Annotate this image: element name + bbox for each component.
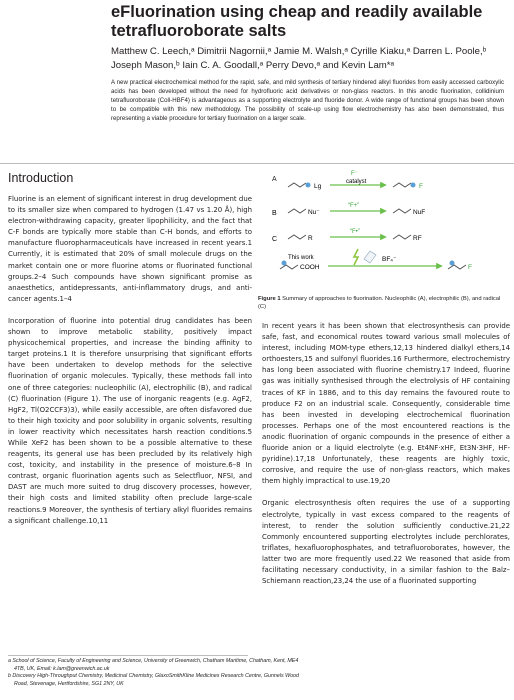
abstract: A new practical electrochemical method for the rapid, safe, and mild synthesis of tertiary hindered alkyl fluorides from easily accessed carboxylic acids has been developed without the need for hydrofluoric acid derivatives or non-glass reactors. In this anodic fluorination, collidinium tetrafluoroborate (Coll-HBF4) is advantageous as a supporting electrolyte and fluoride donor. A wide range of functional groups has been shown to be compatible with this new methodology. The possibility of scale-up using flow electrochemistry has also been demonstrated, thus representing a viable procedure for tertiary fluorination on a larger scale. (111, 79, 504, 123)
chain-product-icon (448, 265, 466, 269)
footnote-a: a School of Science, Faculty of Engineering and Science, University of Greenwich, Chatham Maritime, Chatham, Kent, ME4 4TB, UK, Email: k.lam@greenwich.ac.uk (8, 658, 299, 672)
chain-c-icon (288, 235, 306, 239)
right-paragraph-1: In recent years it has been shown that electrosynthesis can provide safe, fast, and economical routes toward various small molecules of interest, including MOM-type ethers,12,13 hindered dialkyl ethers,14 orthoesters,15 and sulfonyl fluorides.16 Furthermore, electrochemistry has long been associated with fluorine chemistry.17 Indeed, fluorine gas was initially synthesised through the electrolysis of HF containing traces of KF in 1886, and to this day remains the favoured route to produce F2 on an industrial scale. Consequently, considerable time has been invested in developing electrochemical fluorination processes. Perhaps one of the most encountered reactions is the anodic fluorination of organic compounds in the presence of either a fluoride anion or a liquid electrolyte (e.g. Et4NF·xHF, Et3N·3HF, HF-pyridine).17,18 Unfortunately, these reagents are highly toxic, corrosive, and require the use of non-glass reactors, which makes them highly impractical to use.19,20 (262, 322, 510, 486)
ring-product-icon (450, 261, 455, 266)
row-c-label: C (272, 236, 278, 243)
f-plus-label: “F+” (348, 203, 360, 209)
author-line-2: Joseph Mason,ᵇ Iain C. A. Goodall,ᵃ Perry Devo,ᵃ and Kevin Lam*ᵃ (111, 60, 395, 71)
product-f-a: F (419, 183, 423, 190)
leaving-group-label: Lg (314, 183, 322, 190)
paper-title: eFluorination using cheap and readily available tetrafluoroborate salts (111, 3, 483, 40)
radical-r-label: R (308, 235, 313, 242)
chain-a-icon (288, 183, 306, 187)
collidinium-ring-icon (364, 251, 376, 263)
right-paragraph-2: Organic electrosynthesis often requires the use of a supporting electrolyte, typically in vast excess compared to the reagents of interest, to render the solution sufficiently conductive.21,22 Commonly encountered supporting electrolytes include perchlorates, triflates, hexafluorophosphates, and tetrafluoroborates, however, the latter two are more frequently used.22 We reasoned that aside from facilitating necessary conductivity, in a similar fashion to the Balz–Schiemann reaction,23,24 the use of a fluorinated supporting (262, 499, 510, 586)
caption-label: Figure 1 (258, 296, 281, 302)
left-column (8, 194, 252, 527)
nucleophile-label: Nu⁻ (308, 209, 320, 216)
figure-1-scheme (258, 165, 508, 300)
ring-a-product-icon (411, 183, 416, 188)
row-a-label: A (272, 176, 277, 183)
chain-c-product-icon (393, 235, 411, 239)
footnote-b: b Discovery High-Throughput Chemistry, Medicinal Chemistry, GlaxoSmithKline Medicines Research Centre, Gunnels Wood Road, Stevenage, Hertfordshire, SG1 2NY, UK (8, 673, 299, 687)
affiliation-footnotes (8, 658, 308, 688)
introduction-heading: Introduction (8, 171, 74, 185)
footnote-divider (8, 655, 248, 656)
chain-acid-icon (280, 265, 298, 269)
catalyst-label: catalyst (346, 179, 367, 185)
author-line-1: Matthew C. Leech,ᵃ Dimitrii Nagornii,ᵃ Jamie M. Walsh,ᵃ Cyrille Kiaku,ᵃ Darren L. Poole,ᵇ (111, 46, 487, 57)
ring-acid-icon (282, 261, 287, 266)
row-b-label: B (272, 210, 277, 217)
author-list (111, 45, 506, 73)
electricity-bolt-icon (354, 249, 358, 265)
chain-a-product-icon (393, 183, 411, 187)
this-work-label: This work (288, 255, 314, 261)
product-nuf: NuF (413, 209, 426, 216)
bf4-label: BF₄⁻ (382, 256, 397, 263)
product-rf: RF (413, 235, 422, 242)
f-radical-label: “F•” (350, 229, 360, 235)
intro-paragraph-1: Fluorine is an element of significant interest in drug development due to its smaller size when compared to hydrogen (1.47 vs 1.20 Å), high electron-withdrawing capacity, greater lipophilicity, and the fact that C-F bonds are typically more stable than C-H bonds, and efforts to manufacture fluoropharmaceuticals have increased in recent years.1 Currently, it is estimated that 20% of small molecule drugs on the market contain one or more fluorine atoms or fluorinated functional groups.2–4 Such compounds have shown significant promise as anaesthetics, antidepressants, anti-inflammatory drugs, and anti-cancer agents.1–4 (8, 195, 252, 303)
ring-a-icon (306, 183, 311, 188)
caption-text: Summary of approaches to fluorination. Nucleophilic (A), electrophilic (B), and radical (C) (258, 296, 501, 311)
figure-1-caption (258, 295, 506, 312)
intro-paragraph-2: Incorporation of fluorine into potential drug candidates has been shown to improve metabolic stability, positively impact physicochemical properties, and increase the binding affinity to target proteins.1 It is therefore unsurprising that significant efforts have been undertaken to develop methods for the selective fluorination of organic molecules. Typically, these methods fall into one of three categories: nucleophilic (A), electrophilic (B), and radical (C) fluorination (Figure 1). The use of inorganic reagents (e.g. AgF2, HgF2, Tl(O2CCF3)3), while easily accessible, are often disfavored due to their high toxicity and poor solubility in organic solvents, resulting in lower reactivity which necessitates harsh reaction conditions.5 While XeF2 has been shown to be a possible alternative to these reagents, its general use has been precluded by its relatively high cost, toxicity, and instability in the presence of moisture.6–8 In contrast, organic fluorination agents such as Selectfluor, NFSI, and DAST are much more suited to drug discovery processes, however, their high costs and limited stability often preclude large-scale reactions.9 Moreover, the synthesis of tertiary alkyl fluorides remains a significant challenge.10,11 (8, 316, 252, 525)
f-minus-label: F⁻ (351, 171, 358, 177)
section-divider (0, 163, 514, 164)
product-f-this-work: F (468, 264, 472, 271)
right-column (262, 321, 510, 587)
chain-b-icon (288, 209, 306, 213)
acid-label: COOH (300, 264, 320, 271)
chain-b-product-icon (393, 209, 411, 213)
